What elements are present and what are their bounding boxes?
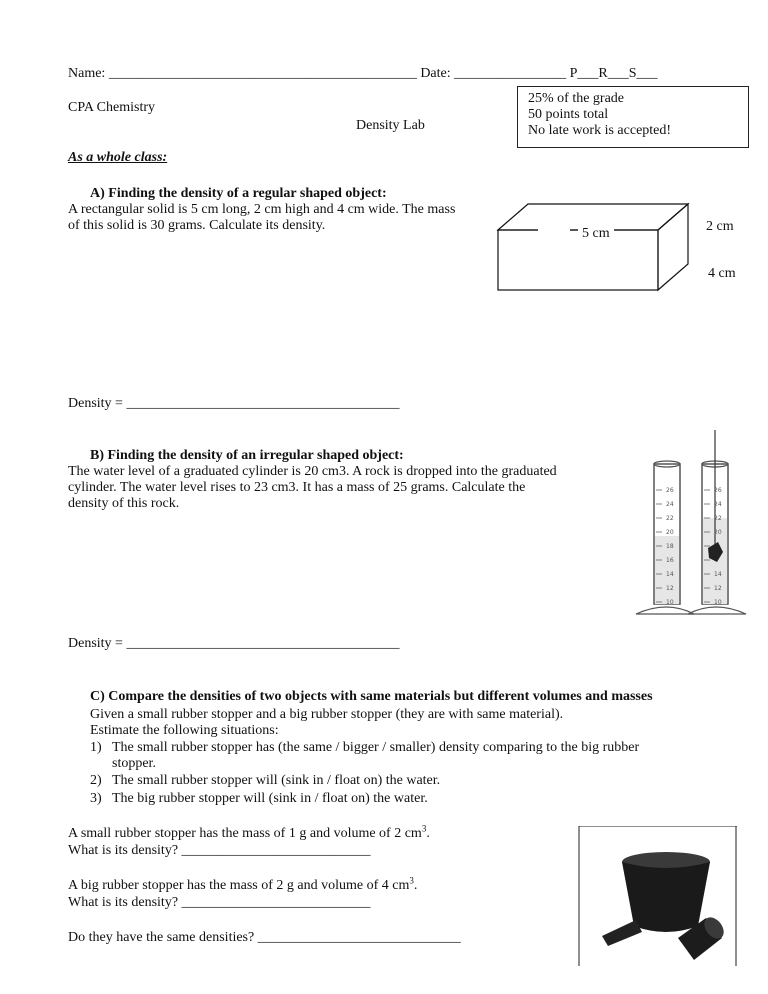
scale-left-18: 18 [666, 543, 674, 550]
small-stopper-text: A small rubber stopper has the mass of 1 g and volume of 2 cm [68, 826, 422, 841]
section-c-intro-2: Estimate the following situations: [90, 723, 279, 738]
section-a-line-1: A rectangular solid is 5 cm long, 2 cm high and 4 cm wide. The mass [68, 202, 456, 217]
small-stopper-answer[interactable]: What is its density? ___________________________ [68, 843, 371, 858]
grade-info-box [517, 86, 749, 148]
section-b-heading: B) Finding the density of an irregular shaped object: [90, 448, 404, 463]
scale-right-12: 12 [714, 585, 722, 592]
big-stopper-question [68, 875, 418, 894]
big-stopper-answer[interactable]: What is its density? ___________________________ [68, 895, 371, 910]
graduated-cylinders-figure [626, 430, 756, 620]
scale-left-20: 20 [666, 529, 674, 536]
scale-left-12: 12 [666, 585, 674, 592]
rectangular-solid-diagram [490, 200, 700, 296]
scale-left-26: 26 [666, 487, 674, 494]
section-b-line-3: density of this rock. [68, 496, 180, 511]
page-title: Density Lab [356, 118, 425, 133]
scale-left-22: 22 [666, 515, 674, 522]
name-date-line[interactable]: Name: ____________________________________________ Date: ________________ P___R___S___ [68, 66, 658, 81]
big-stopper-text: A big rubber stopper has the mass of 2 g and volume of 4 cm [68, 878, 410, 893]
scale-right-20: 20 [714, 529, 722, 536]
big-stopper-end: . [413, 878, 418, 893]
scale-left-10: 10 [666, 599, 674, 606]
section-a-heading: A) Finding the density of a regular shaped object: [90, 186, 387, 201]
scale-right-22: 22 [714, 515, 722, 522]
section-b-line-2: cylinder. The water level rises to 23 cm3. It has a mass of 25 grams. Calculate the [68, 480, 526, 495]
rubber-stoppers-photo [578, 826, 738, 966]
scale-right-26: 26 [714, 487, 722, 494]
dim-width-label: 4 cm [708, 266, 736, 281]
big-stopper-sup: 3 [409, 875, 414, 886]
base-left [636, 607, 694, 614]
grade-late-policy: No late work is accepted! [528, 123, 672, 138]
scale-right-24: 24 [714, 501, 722, 508]
small-stopper-end: . [426, 826, 430, 841]
grade-percent: 25% of the grade [528, 91, 625, 106]
item-2-line[interactable]: The small rubber stopper will (sink in / float on) the water. [112, 773, 441, 788]
section-c-heading: C) Compare the densities of two objects with same materials but different volumes and masses [90, 689, 653, 704]
small-stopper-question [68, 823, 430, 842]
grade-points: 50 points total [528, 107, 609, 122]
item-1-number: 1) [90, 740, 102, 755]
dim-length-label: 5 cm [578, 226, 614, 242]
small-stopper-left [602, 920, 642, 946]
base-right [688, 607, 746, 614]
small-stopper-sup: 3 [421, 823, 427, 834]
section-a-answer[interactable]: Density = _______________________________________ [68, 396, 400, 411]
section-b-answer[interactable]: Density = _______________________________________ [68, 636, 400, 651]
item-3-line[interactable]: The big rubber stopper will (sink in / float on) the water. [112, 791, 428, 806]
dim-height-label: 2 cm [706, 219, 734, 234]
scale-left-16: 16 [666, 557, 674, 564]
class-heading: As a whole class: [68, 150, 168, 165]
scale-left-14: 14 [666, 571, 674, 578]
scale-left-24: 24 [666, 501, 674, 508]
item-2-number: 2) [90, 773, 102, 788]
solid-side-face [658, 204, 688, 290]
item-1-line-1[interactable]: The small rubber stopper has (the same / bigger / smaller) density comparing to the big rubber [112, 740, 640, 755]
scale-right-10: 10 [714, 599, 722, 606]
section-a-line-2: of this solid is 30 grams. Calculate its density. [68, 218, 326, 233]
same-density-question[interactable]: Do they have the same densities? _____________________________ [68, 930, 461, 945]
scale-right-14: 14 [714, 571, 722, 578]
section-b-line-1: The water level of a graduated cylinder is 20 cm3. A rock is dropped into the graduated [68, 464, 557, 479]
course-label: CPA Chemistry [68, 100, 156, 115]
section-c-intro-1: Given a small rubber stopper and a big rubber stopper (they are with same material). [90, 707, 564, 722]
item-1-line-2: stopper. [112, 756, 156, 771]
item-3-number: 3) [90, 791, 102, 806]
